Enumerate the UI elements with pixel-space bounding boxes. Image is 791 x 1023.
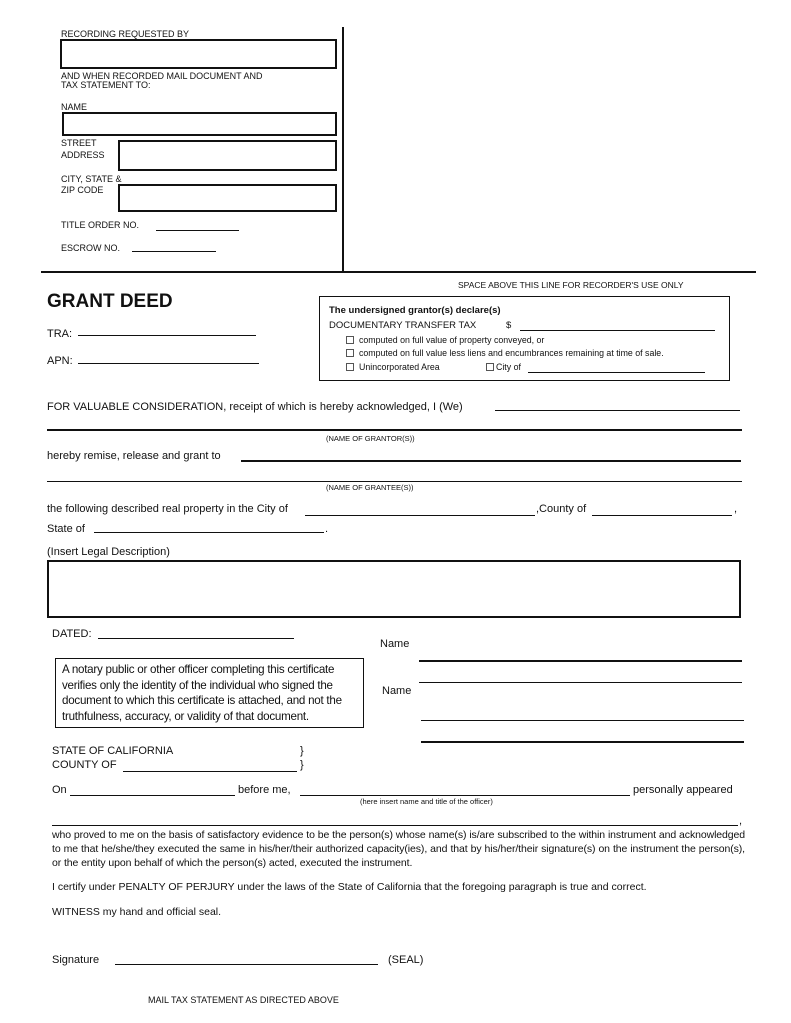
city-line[interactable] bbox=[305, 515, 535, 516]
dated-label: DATED: bbox=[52, 628, 92, 640]
tra-label: TRA: bbox=[47, 328, 73, 340]
transfer-tax-box bbox=[319, 296, 730, 381]
checkbox-icon[interactable] bbox=[346, 336, 354, 344]
personally-appeared-label: personally appeared bbox=[633, 784, 733, 796]
tra-line[interactable] bbox=[78, 335, 256, 336]
recording-requested-by-field[interactable] bbox=[60, 39, 337, 69]
dated-line[interactable] bbox=[98, 638, 294, 639]
city-of-line[interactable] bbox=[528, 372, 705, 373]
city-label-line2: ZIP CODE bbox=[61, 185, 104, 195]
checkbox-icon[interactable] bbox=[486, 363, 494, 371]
grantor-caption: (NAME OF GRANTOR(S)) bbox=[326, 434, 415, 443]
grantor-line-2[interactable] bbox=[47, 429, 742, 431]
street-label-line2: ADDRESS bbox=[61, 150, 105, 160]
grant-text: hereby remise, release and grant to bbox=[47, 450, 221, 462]
ack-brace-2: } bbox=[300, 759, 304, 771]
county-trailing-comma: , bbox=[734, 503, 738, 515]
name-line-3[interactable] bbox=[421, 720, 744, 721]
title-order-line[interactable] bbox=[156, 230, 239, 231]
grantee-caption: (NAME OF GRANTEE(S)) bbox=[326, 483, 414, 492]
option-unincorporated[interactable] bbox=[346, 362, 440, 372]
apn-label: APN: bbox=[47, 355, 73, 367]
name-line-2[interactable] bbox=[419, 682, 742, 683]
recording-requested-by-label: RECORDING REQUESTED BY bbox=[61, 29, 190, 39]
notary-notice-text: A notary public or other officer completing this certificate verifies only the identity of the individual who signed the document to which this certificate is attached, and not the truthfulness, accuracy, or validity of that document. bbox=[62, 663, 342, 723]
name-line-1[interactable] bbox=[419, 660, 742, 662]
name-label-2: Name bbox=[382, 685, 412, 697]
mail-to-label-line2: TAX STATEMENT TO: bbox=[61, 80, 151, 90]
legal-description-field[interactable] bbox=[47, 560, 741, 618]
title-order-label: TITLE ORDER NO. bbox=[61, 220, 140, 230]
name-label: NAME bbox=[61, 102, 88, 112]
street-label-line1: STREET bbox=[61, 138, 97, 148]
before-me-label: before me, bbox=[238, 784, 291, 796]
name-label-1: Name bbox=[380, 638, 410, 650]
appeared-names-line[interactable] bbox=[52, 825, 738, 826]
state-period: . bbox=[325, 523, 329, 535]
document-title: GRANT DEED bbox=[47, 291, 173, 312]
city-of-label: City of bbox=[496, 362, 521, 372]
witness-statement: WITNESS my hand and official seal. bbox=[52, 906, 222, 918]
recorder-space-divider bbox=[342, 27, 344, 272]
escrow-line[interactable] bbox=[132, 251, 216, 252]
checkbox-icon[interactable] bbox=[346, 349, 354, 357]
currency-symbol: $ bbox=[506, 320, 512, 331]
recorder-space-line bbox=[41, 271, 756, 273]
footer-note: MAIL TAX STATEMENT AS DIRECTED ABOVE bbox=[148, 995, 339, 1005]
appeared-trailing-comma: , bbox=[739, 815, 743, 827]
consideration-text: FOR VALUABLE CONSIDERATION, receipt of which is hereby acknowledged, I (We) bbox=[47, 401, 463, 413]
ack-brace-1: } bbox=[300, 745, 304, 757]
mail-name-field[interactable] bbox=[62, 112, 337, 136]
option-full-value[interactable] bbox=[346, 335, 544, 345]
street-address-field[interactable] bbox=[118, 140, 337, 171]
grantee-line-1[interactable] bbox=[241, 460, 741, 462]
officer-caption: (here insert name and title of the officer) bbox=[360, 797, 493, 806]
name-line-4[interactable] bbox=[421, 741, 744, 743]
ack-county-line[interactable] bbox=[123, 771, 297, 772]
grantor-declares-heading: The undersigned grantor(s) declare(s) bbox=[329, 305, 501, 316]
seal-label: (SEAL) bbox=[388, 954, 424, 966]
state-label: State of bbox=[47, 523, 85, 535]
transfer-tax-amount-line[interactable] bbox=[520, 330, 715, 331]
option-city-of[interactable] bbox=[486, 362, 521, 372]
mail-to-label-line1: AND WHEN RECORDED MAIL DOCUMENT AND bbox=[61, 71, 263, 81]
apn-line[interactable] bbox=[78, 363, 259, 364]
proof-paragraph: who proved to me on the basis of satisfactory evidence to be the person(s) whose name(s) is/are subscribed to the within instrument and acknowledged to me that he/she/they executed the same in his/her/their authorized capacity(ies), and that by his/her/their signature(s) on the instrument the person(s), or the entity upon behalf of which the person(s) acted, executed the instrument. bbox=[52, 829, 745, 869]
perjury-statement: I certify under PENALTY OF PERJURY under the laws of the State of California that the foregoing paragraph is true and correct. bbox=[52, 881, 647, 893]
notary-notice-box bbox=[55, 658, 364, 728]
ack-county-label: COUNTY OF bbox=[52, 759, 117, 771]
documentary-transfer-tax-label: DOCUMENTARY TRANSFER TAX bbox=[329, 320, 477, 331]
option-less-liens[interactable] bbox=[346, 348, 664, 358]
option-less-liens-label: computed on full value less liens and encumbrances remaining at time of sale. bbox=[359, 348, 664, 358]
signature-label: Signature bbox=[52, 954, 100, 966]
city-state-zip-field[interactable] bbox=[118, 184, 337, 212]
signature-line[interactable] bbox=[115, 964, 378, 965]
recorder-note: SPACE ABOVE THIS LINE FOR RECORDER'S USE ONLY bbox=[458, 280, 684, 290]
county-line[interactable] bbox=[592, 515, 732, 516]
grantor-line-1[interactable] bbox=[495, 410, 740, 411]
unincorporated-label: Unincorporated Area bbox=[359, 362, 440, 372]
county-label: ,County of bbox=[536, 503, 587, 515]
escrow-label: ESCROW NO. bbox=[61, 243, 121, 253]
state-line[interactable] bbox=[94, 532, 324, 533]
on-label: On bbox=[52, 784, 67, 796]
grantee-line-2[interactable] bbox=[47, 481, 742, 482]
legal-description-label: (Insert Legal Description) bbox=[47, 546, 170, 558]
officer-line[interactable] bbox=[300, 795, 630, 796]
ack-state-label: STATE OF CALIFORNIA bbox=[52, 745, 174, 757]
option-full-value-label: computed on full value of property conveyed, or bbox=[359, 335, 545, 345]
checkbox-icon[interactable] bbox=[346, 363, 354, 371]
on-date-line[interactable] bbox=[70, 795, 235, 796]
city-label-line1: CITY, STATE & bbox=[61, 174, 122, 184]
property-text: the following described real property in the City of bbox=[47, 503, 288, 515]
